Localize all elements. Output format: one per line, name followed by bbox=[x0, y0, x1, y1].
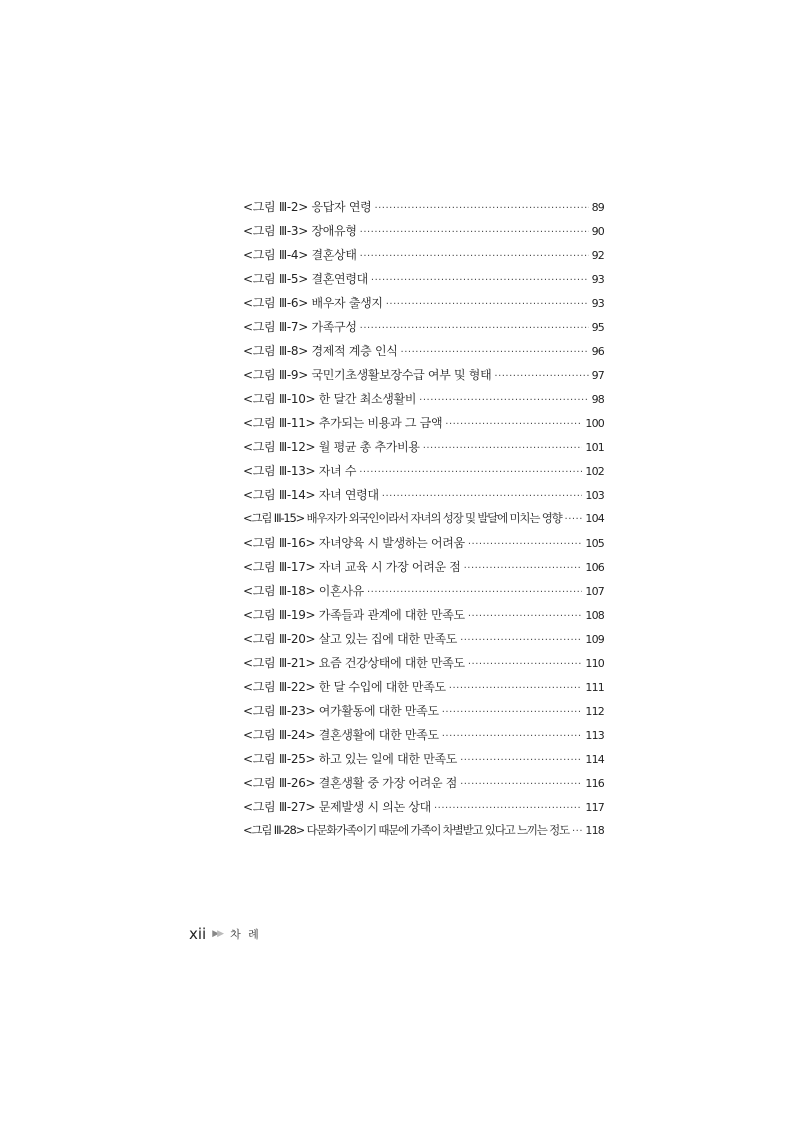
toc-entry-title: <그림 Ⅲ-14> 자녀 연령대 bbox=[243, 488, 379, 502]
dot-leader bbox=[468, 659, 583, 670]
toc-entry[interactable] bbox=[243, 630, 604, 654]
toc-entry-title: <그림 Ⅲ-16> 자녀양육 시 발생하는 어려움 bbox=[243, 536, 465, 550]
section-title: 차 례 bbox=[230, 928, 261, 941]
toc-entry[interactable] bbox=[243, 534, 604, 558]
toc-entry[interactable] bbox=[243, 510, 604, 534]
dot-leader bbox=[386, 299, 589, 310]
toc-entry[interactable] bbox=[243, 750, 604, 774]
toc-entry-page: 89 bbox=[591, 201, 604, 214]
toc-entry-title: <그림 Ⅲ-12> 월 평균 총 추가비용 bbox=[243, 440, 420, 454]
toc-entry-title: <그림 Ⅲ-21> 요즘 건강상태에 대한 만족도 bbox=[243, 656, 465, 670]
toc-entry-page: 101 bbox=[585, 441, 604, 454]
dot-leader bbox=[572, 826, 582, 837]
dot-leader bbox=[468, 611, 583, 622]
toc-entry-title: <그림 Ⅲ-8> 경제적 계층 인식 bbox=[243, 344, 398, 358]
toc-entry[interactable] bbox=[243, 390, 604, 414]
toc-entry-title: <그림 Ⅲ-7> 가족구성 bbox=[243, 320, 357, 334]
toc-entry-title: <그림 Ⅲ-26> 결혼생활 중 가장 어려운 점 bbox=[243, 776, 458, 790]
toc-entry-page: 98 bbox=[591, 393, 604, 406]
double-arrow-icon: ▶▶ bbox=[212, 929, 223, 939]
page-number: xii bbox=[189, 925, 207, 943]
toc-entry-page: 108 bbox=[585, 609, 604, 622]
toc-entry-title: <그림 Ⅲ-25> 하고 있는 일에 대한 만족도 bbox=[243, 752, 458, 766]
toc-entry[interactable] bbox=[243, 822, 604, 846]
toc-entry-title: <그림 Ⅲ-20> 살고 있는 집에 대한 만족도 bbox=[243, 632, 458, 646]
page-footer bbox=[189, 925, 261, 943]
dot-leader bbox=[468, 539, 583, 550]
toc-entry-title: <그림 Ⅲ-6> 배우자 출생지 bbox=[243, 296, 383, 310]
dot-leader bbox=[442, 731, 583, 742]
toc-entry-page: 96 bbox=[591, 345, 604, 358]
toc-entry-title: <그림 Ⅲ-10> 한 달간 최소생활비 bbox=[243, 392, 417, 406]
toc-entry-page: 118 bbox=[585, 824, 604, 837]
toc-entry-page: 93 bbox=[591, 297, 604, 310]
dot-leader bbox=[371, 275, 589, 286]
toc-entry-page: 116 bbox=[585, 777, 604, 790]
table-of-figures bbox=[243, 198, 604, 846]
toc-entry[interactable] bbox=[243, 774, 604, 798]
dot-leader bbox=[442, 707, 583, 718]
toc-entry-title: <그림 Ⅲ-15> 배우자가 외국인이라서 자녀의 성장 및 발달에 미치는 영향 bbox=[243, 511, 562, 525]
toc-entry[interactable] bbox=[243, 414, 604, 438]
toc-entry-page: 111 bbox=[585, 681, 604, 694]
toc-entry-title: <그림 Ⅲ-17> 자녀 교육 시 가장 어려운 점 bbox=[243, 560, 461, 574]
dot-leader bbox=[460, 779, 582, 790]
toc-entry[interactable] bbox=[243, 558, 604, 582]
dot-leader bbox=[460, 635, 582, 646]
toc-entry[interactable] bbox=[243, 606, 604, 630]
toc-entry[interactable] bbox=[243, 438, 604, 462]
toc-entry[interactable] bbox=[243, 582, 604, 606]
toc-entry-page: 97 bbox=[591, 369, 604, 382]
toc-entry[interactable] bbox=[243, 366, 604, 390]
toc-entry-page: 90 bbox=[591, 225, 604, 238]
dot-leader bbox=[460, 755, 582, 766]
dot-leader bbox=[360, 323, 589, 334]
toc-entry-page: 104 bbox=[585, 512, 604, 525]
toc-entry-page: 93 bbox=[591, 273, 604, 286]
dot-leader bbox=[374, 203, 588, 214]
toc-entry-title: <그림 Ⅲ-22> 한 달 수입에 대한 만족도 bbox=[243, 680, 446, 694]
toc-entry[interactable] bbox=[243, 486, 604, 510]
toc-entry[interactable] bbox=[243, 222, 604, 246]
dot-leader bbox=[445, 419, 582, 430]
toc-entry[interactable] bbox=[243, 462, 604, 486]
toc-entry[interactable] bbox=[243, 726, 604, 750]
toc-entry-title: <그림 Ⅲ-18> 이혼사유 bbox=[243, 584, 364, 598]
toc-entry-page: 92 bbox=[591, 249, 604, 262]
toc-entry[interactable] bbox=[243, 246, 604, 270]
dot-leader bbox=[449, 683, 583, 694]
toc-entry-page: 106 bbox=[585, 561, 604, 574]
toc-entry-title: <그림 Ⅲ-19> 가족들과 관계에 대한 만족도 bbox=[243, 608, 465, 622]
dot-leader bbox=[423, 443, 583, 454]
dot-leader bbox=[494, 371, 588, 382]
toc-entry-title: <그림 Ⅲ-27> 문제발생 시 의논 상대 bbox=[243, 800, 431, 814]
toc-entry-title: <그림 Ⅲ-2> 응답자 연령 bbox=[243, 200, 372, 214]
toc-entry-page: 110 bbox=[585, 657, 604, 670]
toc-entry[interactable] bbox=[243, 270, 604, 294]
toc-entry[interactable] bbox=[243, 702, 604, 726]
toc-entry-page: 100 bbox=[585, 417, 604, 430]
dot-leader bbox=[434, 803, 582, 814]
dot-leader bbox=[565, 514, 583, 525]
toc-entry-title: <그림 Ⅲ-24> 결혼생활에 대한 만족도 bbox=[243, 728, 439, 742]
toc-entry-title: <그림 Ⅲ-13> 자녀 수 bbox=[243, 464, 357, 478]
toc-entry-page: 117 bbox=[585, 801, 604, 814]
toc-entry-page: 105 bbox=[585, 537, 604, 550]
toc-entry-title: <그림 Ⅲ-4> 결혼상태 bbox=[243, 248, 357, 262]
toc-entry-page: 113 bbox=[585, 729, 604, 742]
dot-leader bbox=[464, 563, 583, 574]
toc-entry-title: <그림 Ⅲ-3> 장애유형 bbox=[243, 224, 357, 238]
toc-entry-title: <그림 Ⅲ-5> 결혼연령대 bbox=[243, 272, 368, 286]
toc-entry[interactable] bbox=[243, 678, 604, 702]
dot-leader bbox=[419, 395, 588, 406]
toc-entry-title: <그림 Ⅲ-11> 추가되는 비용과 그 금액 bbox=[243, 416, 443, 430]
toc-entry-page: 107 bbox=[585, 585, 604, 598]
dot-leader bbox=[360, 227, 589, 238]
toc-entry-page: 103 bbox=[585, 489, 604, 502]
toc-entry-title: <그림 Ⅲ-23> 여가활동에 대한 만족도 bbox=[243, 704, 439, 718]
toc-entry[interactable] bbox=[243, 198, 604, 222]
toc-entry-page: 109 bbox=[585, 633, 604, 646]
dot-leader bbox=[382, 491, 583, 502]
toc-entry-title: <그림 Ⅲ-9> 국민기초생활보장수급 여부 및 형태 bbox=[243, 368, 492, 382]
toc-entry[interactable] bbox=[243, 294, 604, 318]
toc-entry-title: <그림 Ⅲ-28> 다문화가족이기 때문에 가족이 차별받고 있다고 느끼는 정도 bbox=[243, 823, 569, 837]
toc-entry-page: 112 bbox=[585, 705, 604, 718]
toc-entry-page: 114 bbox=[585, 753, 604, 766]
dot-leader bbox=[401, 347, 589, 358]
toc-entry-page: 102 bbox=[585, 465, 604, 478]
toc-entry[interactable] bbox=[243, 798, 604, 822]
toc-entry[interactable] bbox=[243, 318, 604, 342]
toc-entry[interactable] bbox=[243, 654, 604, 678]
dot-leader bbox=[360, 251, 589, 262]
toc-entry-page: 95 bbox=[591, 321, 604, 334]
dot-leader bbox=[359, 467, 582, 478]
dot-leader bbox=[367, 587, 582, 598]
toc-entry[interactable] bbox=[243, 342, 604, 366]
